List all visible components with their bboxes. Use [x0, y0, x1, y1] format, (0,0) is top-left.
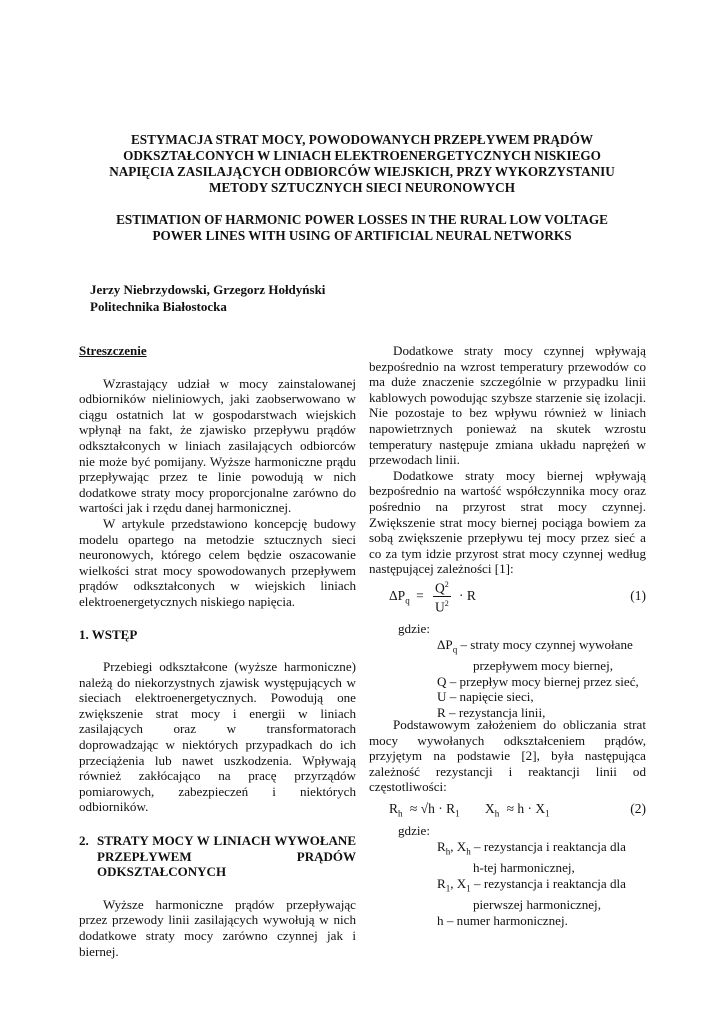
title-pl-line: ODKSZTAŁCONYCH W LINIACH ELEKTROENERGETYCZNYCH NISKIEGO: [123, 148, 601, 163]
section-2-number: 2.: [79, 833, 89, 849]
eq2-xh-expr: ≈ h · X: [506, 801, 546, 816]
section-2-paragraph: Wyższe harmoniczne prądów przepływając przez przewody linii zasilających wywołują w nich dodatkowe straty mocy zarówno czynnej jak i biernej.: [79, 896, 356, 959]
eq2-xh: X: [485, 801, 495, 816]
definitions-2: [437, 839, 647, 928]
eq1-num-sup: 2: [444, 580, 449, 589]
def-item: h – numer harmonicznej.: [437, 912, 568, 928]
def-item-cont: pierwszej harmonicznej,: [473, 897, 601, 912]
eq1-rhs: · R: [459, 588, 476, 603]
eq1-number: (1): [630, 588, 646, 603]
eq2-number: (2): [630, 801, 646, 816]
title-en-line: POWER LINES WITH USING OF ARTIFICIAL NEURAL NETWORKS: [152, 228, 572, 243]
eq1-denominator: U: [435, 599, 445, 614]
title-pl-line: METODY SZTUCZNYCH SIECI NEURONOWYCH: [209, 180, 515, 195]
left-column: [79, 343, 356, 959]
def-item-cont: przepływem mocy biernej,: [473, 658, 613, 674]
def-item: R – rezystancja linii,: [437, 704, 546, 720]
equation-2: $R_h \approx √h \cdot R_1$ $X_h \approx h \cdot X_1$ (2): [389, 801, 646, 819]
section-2-heading: [79, 833, 356, 880]
abstract-heading: Streszczenie: [79, 343, 147, 358]
section-1-paragraph: Przebiegi odkształcone (wyższe harmoniczne) należą do niekorzystnych zjawisk występujących w sieciach elektroenergetycznych. Powodują one zwiększenie strat mocy i energii w liniach zasilających oraz w transformatorach doprowadzając w niektórych przypadkach do ich przeciążenia lub nawet uszkodzenia. Wpływają również zakłócająco na pracę przyrządów pomiarowych, zabezpieczeń i niektórych odbiorników.: [79, 659, 356, 815]
title-pl-line: ESTYMACJA STRAT MOCY, POWODOWANYCH PRZEPŁYWEM PRĄDÓW: [130, 132, 594, 147]
eq1-lhs-sub: q: [405, 595, 410, 606]
authors: Jerzy Niebrzydowski, Grzegorz Hołdyński: [90, 282, 326, 297]
equation-1: [389, 578, 646, 614]
eq2-rh-expr: ≈ √h · R: [409, 801, 456, 816]
def-item: U – napięcie sieci,: [437, 689, 534, 705]
title-polish: [60, 132, 664, 196]
eq1-fraction: [433, 578, 451, 614]
eq1-equals: =: [416, 588, 424, 603]
eq1-lhs: ΔP: [389, 588, 406, 603]
section-1-heading: 1. WSTĘP: [79, 626, 138, 642]
title-english: [60, 212, 664, 244]
def-item-cont: h-tej harmonicznej,: [473, 860, 575, 876]
eq2-rh: R: [389, 801, 399, 816]
body-paragraph: Dodatkowe straty mocy czynnej wpływają bezpośrednio na wzrost temperatury przewodów co ma duże znaczenie szczególnie w przypadku linii kablowych powodując szybsze starzenie się izolacji. Nie pozostaje to bez wpływu również w liniach napowietrznych ponieważ na skutek wzrostu temperatury następuje zmiana układu naprężeń w przewodach linii.: [369, 343, 646, 468]
abstract-paragraph: W artykule przedstawiono koncepcję budowy modelu opartego na metodzie sztucznych sieci neuronowych, którego celem będzie oszacowanie wielkości strat mocy spowodowanych przepływem prądów odkształconych w wiejskich liniach elektroenergetycznych niskiego napięcia.: [79, 515, 356, 609]
title-en-line: ESTIMATION OF HARMONIC POWER LOSSES IN THE RURAL LOW VOLTAGE: [116, 212, 608, 227]
def-item: $R_h$, $X_h$ – rezystancja i reaktancja dla: [437, 839, 626, 857]
def-item: $\Delta P_q$ – straty mocy czynnej wywołane: [437, 637, 633, 655]
title-pl-line: NAPIĘCIA ZASILAJĄCYCH ODBIORCÓW WIEJSKICH, PRZY WYKORZYSTANIU: [109, 164, 615, 179]
eq1-numerator: Q: [435, 580, 445, 596]
def-item: Q – przepływ mocy biernej przez sieć,: [437, 673, 639, 689]
section-2-title: STRATY MOCY W LINIACH WYWOŁANE PRZEPŁYWEM PRĄDÓW ODKSZTAŁCONYCH: [97, 833, 356, 880]
right-column-lower: [369, 717, 646, 795]
right-column: [369, 343, 646, 577]
body-paragraph: Dodatkowe straty mocy biernej wpływają bezpośrednio na wartość współczynnika mocy oraz pośrednio na przyrost strat mocy czynnej. Zwiększenie strat mocy biernej pociąga bowiem za sobą zwiększenie przepływu tej mocy przez sieć a co za tym idzie przyrost strat mocy czynnej według następującej zależności [1]:: [369, 467, 646, 577]
where-label-2: gdzie:: [398, 823, 430, 838]
eq1-den-sup: 2: [444, 598, 449, 608]
def-item: $R_1$, $X_1$ – rezystancja i reaktancja dla: [437, 875, 626, 894]
where-label-1: gdzie:: [398, 621, 430, 636]
authors-block: [90, 281, 325, 315]
definitions-1: [437, 637, 647, 721]
abstract-paragraph: Wzrastający udział w mocy zainstalowanej odbiorników nieliniowych, jaki zaobserwowano w ciągu ostatnich lat w gospodarstwach wiejskich wpłynął na fakt, że zjawisko przepływu prądów odkształconych w liniach zasilających odbiorców nie może być pomijany. Wyższe harmoniczne prądu przepływając przez te linie powodują w nich dodatkowe straty mocy proporcjonalne zarówno do wartości jak i rzędu danej harmonicznej.: [79, 375, 356, 516]
body-paragraph: Podstawowym założeniem do obliczania strat mocy wywołanych odkształceniem prądów, przyjętym na podstawie [2], była następująca zależność rezystancji i reaktancji linii od częstotliwości:: [369, 717, 646, 795]
affiliation: Politechnika Białostocka: [90, 299, 227, 314]
